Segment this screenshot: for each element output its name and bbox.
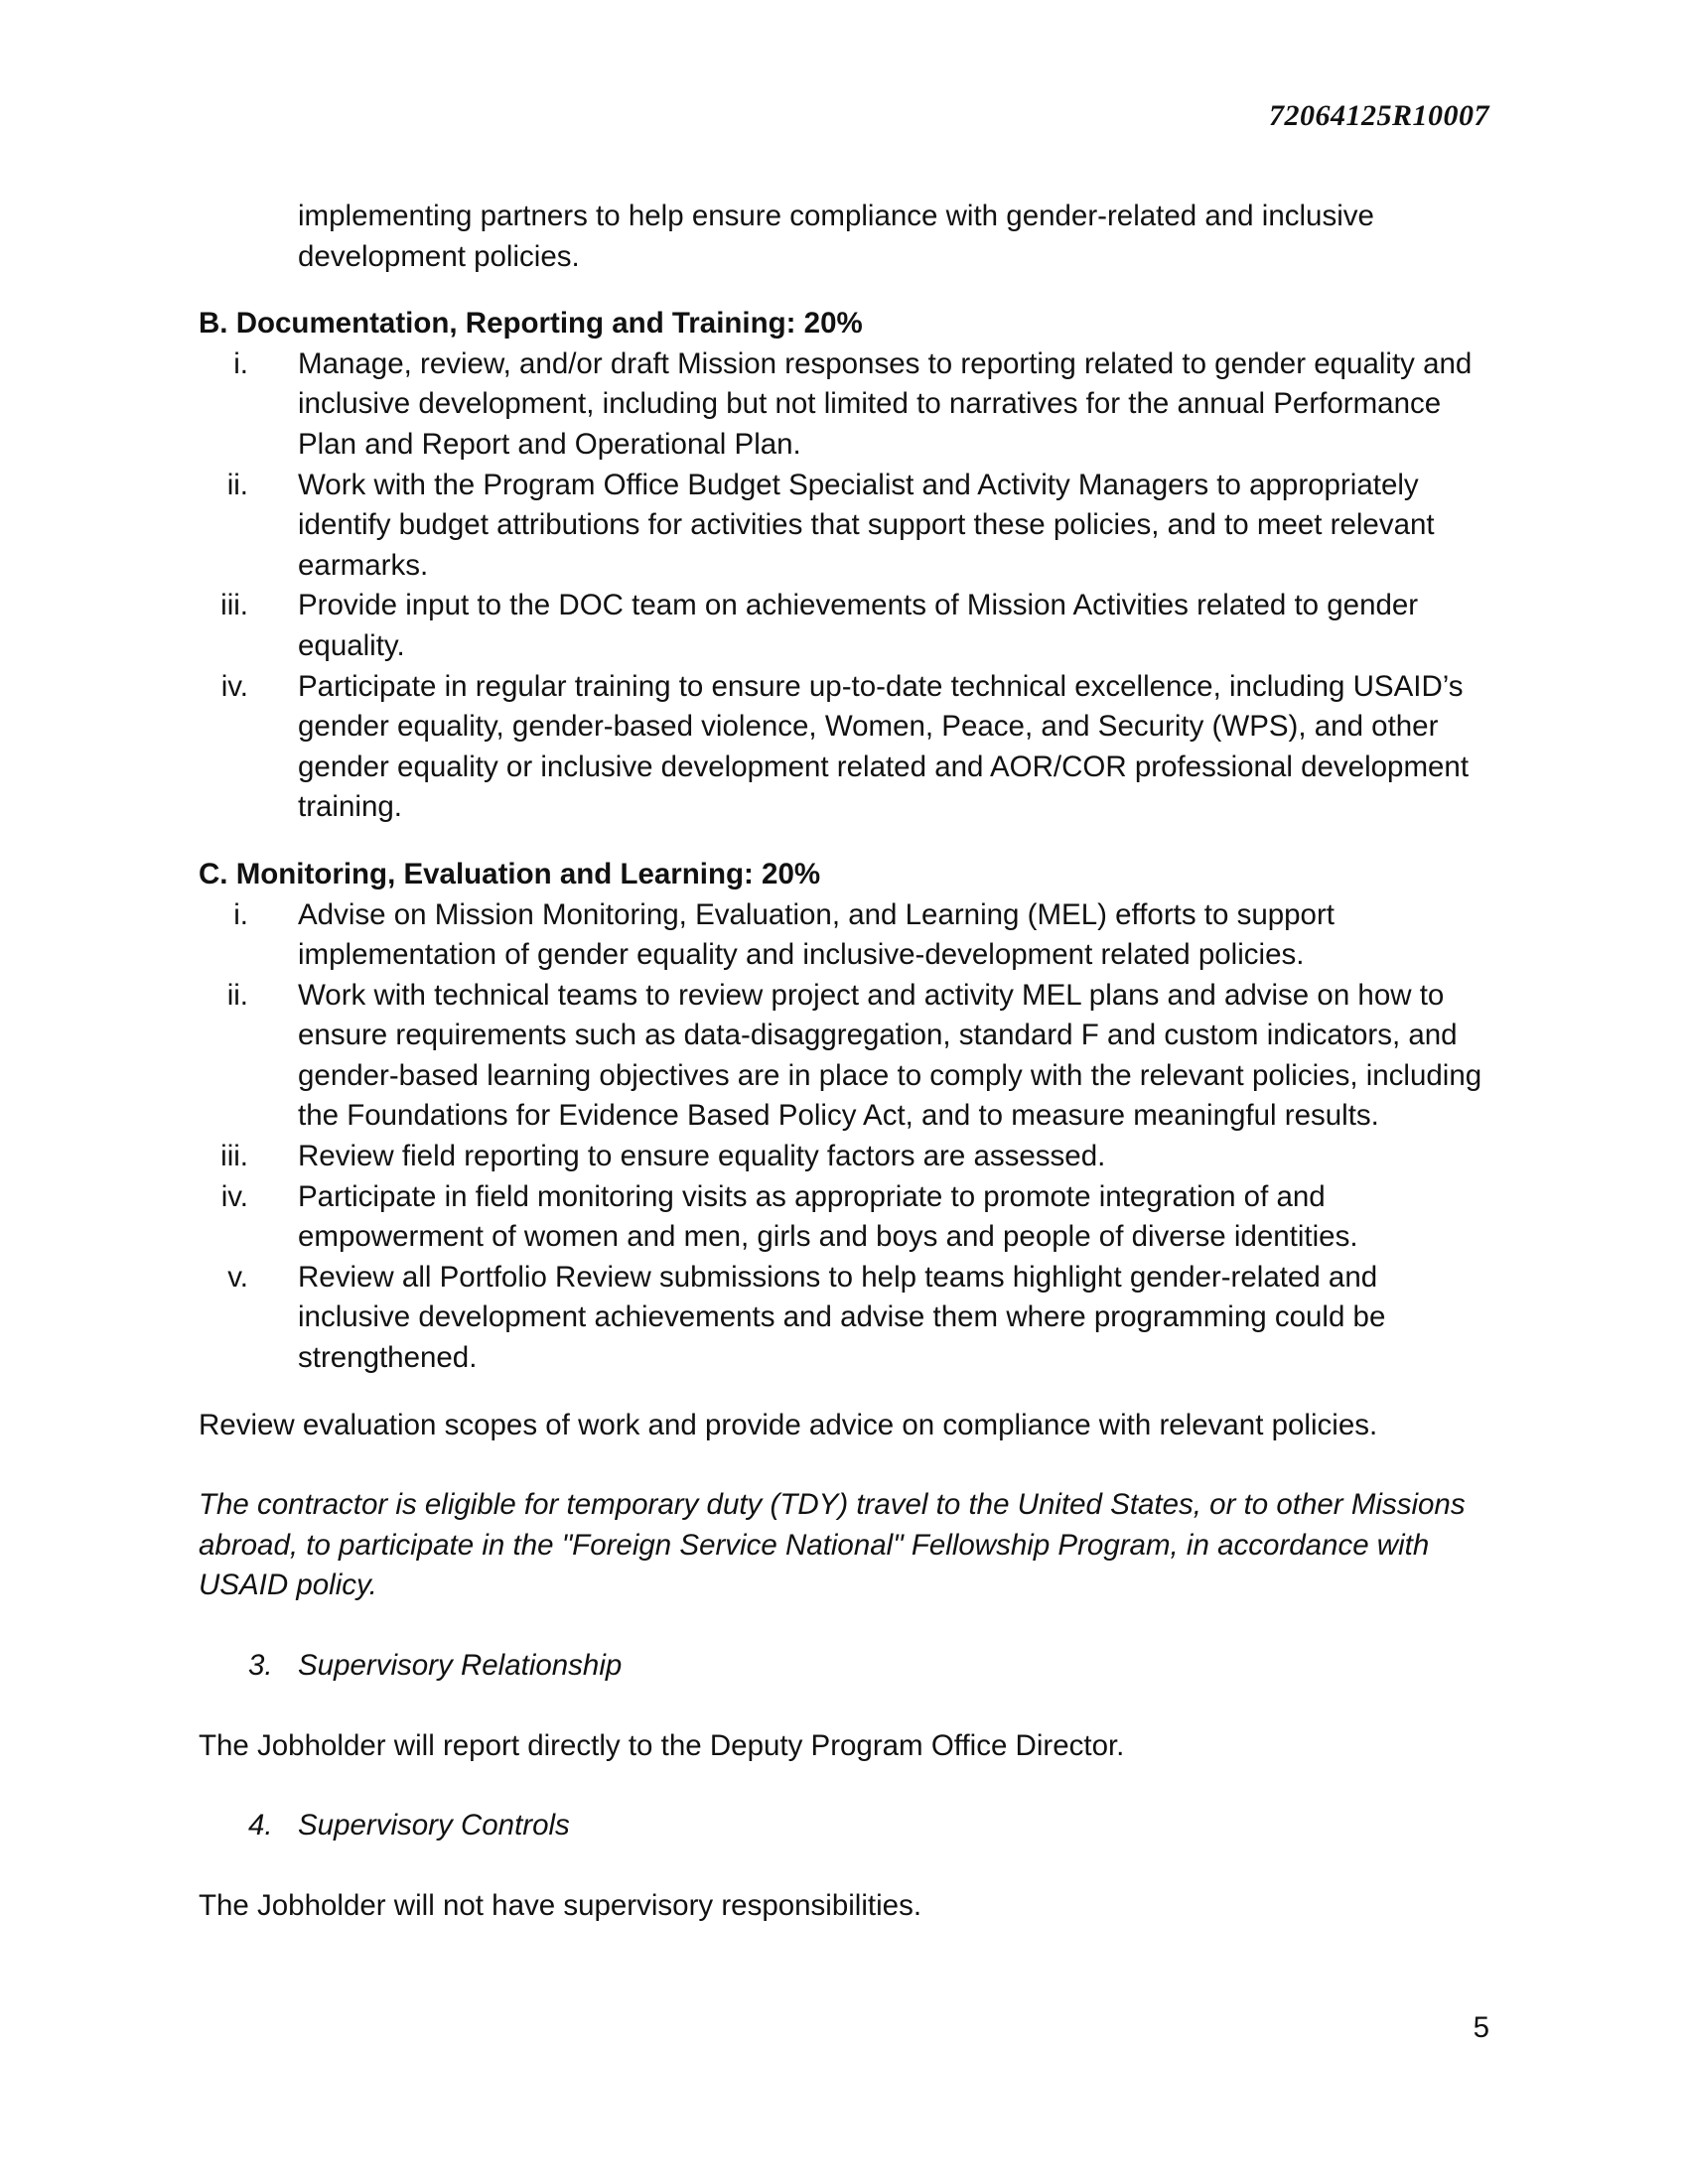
list-item-text: Provide input to the DOC team on achievements of Mission Activities related to gender equality. [298,589,1419,662]
list-item [199,1177,1489,1258]
section-b-heading: B. Documentation, Reporting and Training: 20% [199,307,863,341]
document-body [199,197,1489,1966]
list-item [199,1137,1489,1177]
list-marker: iv. [220,669,248,703]
section-b-list [199,344,1489,828]
document-id: 72064125R10007 [1268,99,1489,132]
section-c-heading: C. Monitoring, Evaluation and Learning: 20% [199,857,821,890]
review-paragraph: Review evaluation scopes of work and provide advice on compliance with relevant policies. [199,1408,1378,1441]
list-item [199,1258,1489,1379]
list-item [199,586,1489,666]
list-item-text: Participate in field monitoring visits as appropriate to promote integration of and empowerment of women and men, girls and boys and people of diverse identities. [298,1179,1358,1254]
list-marker: iii. [220,1140,248,1173]
heading-title: Supervisory Relationship [298,1649,623,1682]
tdy-paragraph: The contractor is eligible for temporary duty (TDY) travel to the United States, or to other Missions abroad, to participate in the "Foreign Service National" Fellowship Program, in accordance with USAID policy. [199,1488,1466,1602]
list-marker: v. [227,1260,248,1294]
supervisory-controls-text: The Jobholder will not have supervisory responsibilities. [199,1888,922,1922]
list-item-text: Advise on Mission Monitoring, Evaluation, and Learning (MEL) efforts to support implementation of gender equality and inclusive-development related policies. [298,897,1335,972]
list-item-text: Review all Portfolio Review submissions to help teams highlight gender-related and inclusive development achievements and advise them where programming could be strengthened. [298,1260,1386,1375]
list-item-text: Work with technical teams to review project and activity MEL plans and advise on how to ensure requirements such as data-disaggregation, standard F and custom indicators, and gender-based learning objectives are in place to comply with the relevant policies, including the Foundations for Evidence Based Policy Act, and to measure meaningful results. [298,978,1482,1133]
list-item [199,895,1489,976]
list-marker: iii. [220,589,248,622]
list-marker: ii. [226,978,248,1012]
list-marker: iv. [220,1179,248,1213]
heading-number: 4. [248,1809,273,1843]
list-marker: i. [233,897,248,931]
supervisory-relationship-text: The Jobholder will report directly to the Deputy Program Office Director. [199,1728,1125,1762]
list-item [199,976,1489,1137]
heading-number: 3. [248,1649,273,1682]
list-item [199,344,1489,466]
supervisory-controls-heading [199,1806,1489,1846]
heading-title: Supervisory Controls [298,1809,570,1843]
continuation-paragraph: implementing partners to help ensure compliance with gender-related and inclusive development policies. [298,200,1374,273]
page-number: 5 [1473,2011,1489,2044]
list-item [199,667,1489,828]
list-item [199,466,1489,587]
list-item-text: Review field reporting to ensure equality factors are assessed. [298,1140,1106,1173]
list-marker: ii. [226,468,248,501]
list-item-text: Participate in regular training to ensure up-to-date technical excellence, including USAID’s gender equality, gender-based violence, Women, Peace, and Security (WPS), and other gender equality or inclusive development related and AOR/COR professional development training. [298,669,1470,824]
section-c-list [199,895,1489,1379]
list-item-text: Manage, review, and/or draft Mission responses to reporting related to gender equality and inclusive development, including but not limited to narratives for the annual Performance Plan and Report and Operational Plan. [298,346,1473,461]
list-item-text: Work with the Program Office Budget Specialist and Activity Managers to appropriately identify budget attributions for activities that support these policies, and to meet relevant earmarks. [298,468,1435,582]
list-marker: i. [233,346,248,380]
supervisory-relationship-heading [199,1646,1489,1687]
